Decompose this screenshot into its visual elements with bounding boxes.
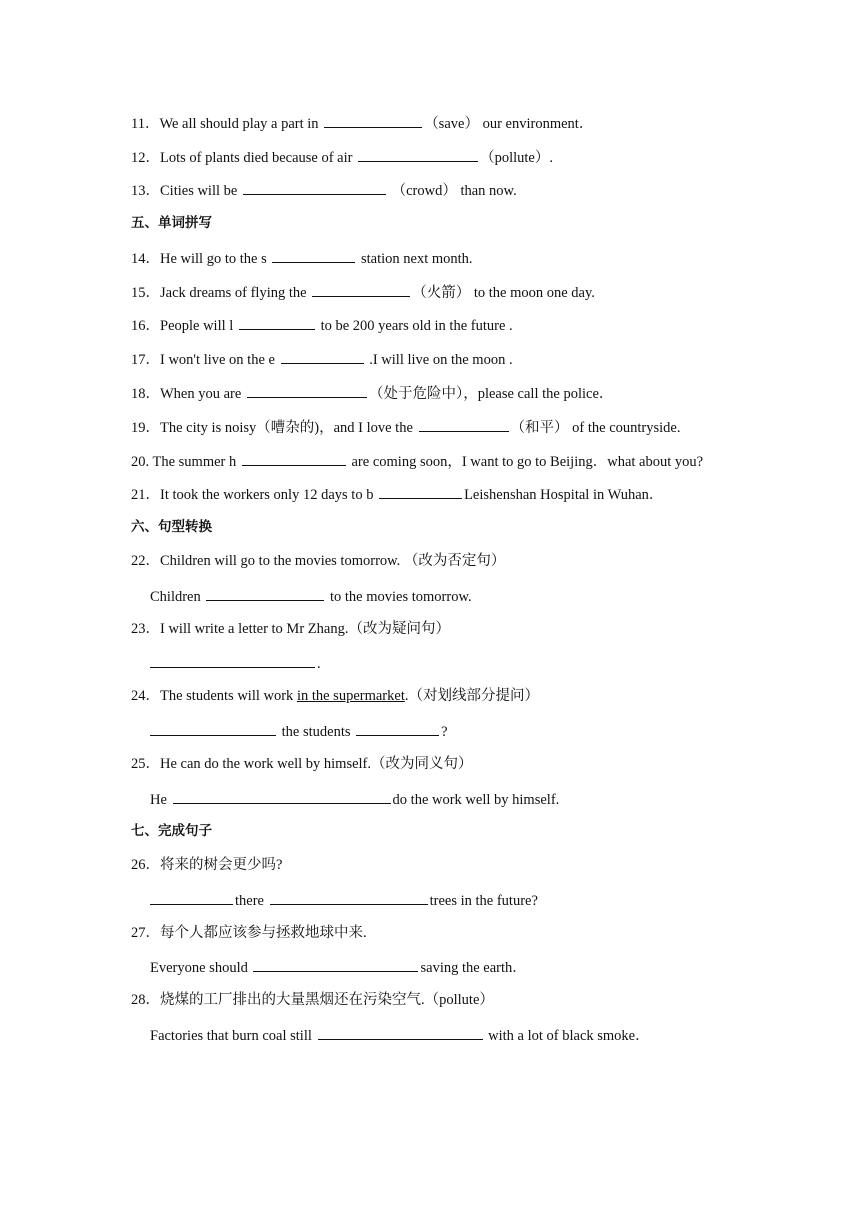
answer-blank[interactable] [318,1025,483,1040]
question-26: 26．将来的树会更少吗? [131,857,283,873]
answer-blank[interactable] [243,180,386,195]
answer-blank[interactable] [356,721,439,736]
answer-blank[interactable] [253,957,418,972]
answer-blank[interactable] [358,147,478,162]
question-26-answer [150,890,538,910]
question-28: 28．烧煤的工厂排出的大量黑烟还在污染空气.（pollute） [131,992,494,1008]
question-text: 21．It took the workers only 12 days to b [131,487,378,503]
question-text: 11．We all should play a part in [131,116,323,132]
answer-text: with a lot of black smoke． [484,1028,650,1044]
question-21 [131,484,663,504]
answer-blank[interactable] [272,248,355,263]
answer-text: He [150,792,171,808]
answer-blank[interactable] [281,349,364,364]
question-text: Leishenshan Hospital in Wuhan． [464,487,664,503]
answer-blank[interactable] [270,890,428,905]
question-15 [131,282,595,302]
question-18 [131,383,613,403]
question-19 [131,417,680,437]
answer-blank[interactable] [150,721,276,736]
question-text: （处于危险中），please call the police． [368,386,614,402]
question-text: 12．Lots of plants died because of air [131,150,357,166]
answer-text: Factories that burn coal still [150,1028,316,1044]
answer-text: Children [150,589,205,605]
question-16 [131,315,513,335]
answer-blank[interactable] [206,586,324,601]
answer-blank[interactable] [150,890,233,905]
answer-text: . [317,656,321,672]
question-24 [131,687,539,705]
answer-text: saving the earth． [420,960,527,976]
answer-blank[interactable] [173,789,391,804]
question-text: 14．He will go to the s [131,251,271,267]
question-text: 20. The summer h [131,454,240,470]
section-heading-7: 七、完成句子 [131,823,212,839]
question-22: 22．Children will go to the movies tomorrow. （改为否定句） [131,553,506,569]
section-heading-6: 六、句型转换 [131,519,212,535]
question-24-answer [150,721,448,741]
answer-blank[interactable] [239,315,315,330]
question-text: （和平） of the countryside. [510,420,681,436]
answer-blank[interactable] [419,417,509,432]
question-text: 16．People will l [131,318,237,334]
question-23: 23．I will write a letter to Mr Zhang.（改为疑问句） [131,621,450,637]
question-23-answer [150,653,321,673]
question-text: 19．The city is noisy（嘈杂的)，and I love the [131,420,417,436]
question-20 [131,451,703,471]
question-13 [131,180,517,200]
question-28-answer [150,1025,650,1045]
question-text: （save） our environment． [424,116,594,132]
answer-text: ? [441,724,448,740]
answer-text: do the work well by himself. [392,792,560,808]
question-25-answer [150,789,559,809]
question-25: 25．He can do the work well by himself.（改为同义句） [131,756,473,772]
answer-text: trees in the future? [429,893,538,909]
answer-blank[interactable] [242,451,346,466]
question-text: station next month. [357,251,473,267]
question-text: 18．When you are [131,386,245,402]
answer-text: to the movies tomorrow. [326,589,472,605]
answer-text: the students [278,724,355,740]
answer-blank[interactable] [312,282,410,297]
question-text: 15．Jack dreams of flying the [131,285,311,301]
question-27-answer [150,957,527,977]
question-text: 17．I won't live on the e [131,352,279,368]
answer-blank[interactable] [379,484,462,499]
answer-blank[interactable] [324,113,422,128]
question-11 [131,113,593,133]
question-22-answer [150,586,472,606]
answer-text: Everyone should [150,960,252,976]
question-text: （火箭） to the moon one day. [412,285,595,301]
question-17 [131,349,513,369]
answer-blank[interactable] [150,653,315,668]
question-text: 13．Cities will be [131,183,241,199]
question-text: are coming soon，I want to go to Beijing．what about you? [347,454,704,470]
question-14 [131,248,473,268]
section-heading-5: 五、单词拼写 [131,215,212,231]
question-text: 24．The students will work [131,688,297,704]
question-27: 27．每个人都应该参与拯救地球中来. [131,925,367,941]
question-text: .I will live on the moon . [365,352,513,368]
question-text: .（对划线部分提问） [404,688,539,704]
question-text: （pollute）. [480,150,553,166]
answer-text: there [235,893,268,909]
question-text: to be 200 years old in the future . [316,318,513,334]
question-12 [131,147,553,167]
underlined-phrase: in the supermarket [296,688,405,704]
question-text: （crowd） than now. [387,183,517,199]
answer-blank[interactable] [247,383,367,398]
